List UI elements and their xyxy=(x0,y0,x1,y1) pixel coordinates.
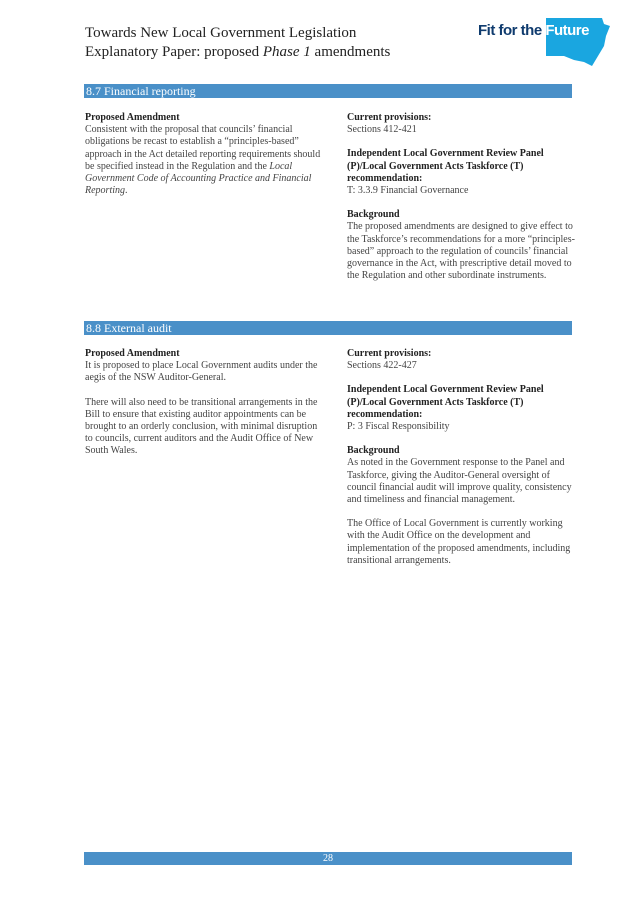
section-heading-external-audit: 8.8 External audit xyxy=(84,321,572,335)
logo-wordmark: Fit for the Future xyxy=(478,22,589,39)
proposed-amendment-paragraph: It is proposed to place Local Government audits under the aegis of the NSW Auditor-General. xyxy=(85,360,318,384)
section-8-8-provisions xyxy=(347,348,575,567)
current-provisions-heading: Current provisions: xyxy=(347,348,432,359)
section-heading-financial-reporting: 8.7 Financial reporting xyxy=(84,84,572,98)
header-line-1: Towards New Local Government Legislation xyxy=(85,25,357,41)
section-8-8-proposed-amendment xyxy=(85,348,325,458)
document-header xyxy=(85,24,390,62)
panel-recommendation-heading: Independent Local Government Review Panel (P)/Local Government Acts Taskforce (T) recommendation: xyxy=(347,148,544,184)
background-paragraph: As noted in the Government response to the Panel and Taskforce, giving the Auditor-General oversight of council financial audit will improve quality, consistency and timeliness and financial management. xyxy=(347,457,572,506)
page-number: 28 xyxy=(323,853,333,864)
background-paragraph: The Office of Local Government is currently working with the Audit Office on the development and implementation of the proposed amendments, including transitional arrangements. xyxy=(347,518,571,566)
proposed-amendment-heading: Proposed Amendment xyxy=(85,348,180,359)
panel-recommendation-value: T: 3.3.9 Financial Governance xyxy=(347,185,469,197)
fit-for-the-future-logo xyxy=(478,16,613,70)
proposed-amendment-text: Consistent with the proposal that councils’ financial obligations be recast to establish a “principles-based” approach in the Act detailed reporting requirements should be specified instead in the Regulation and the Local Government Code of Accounting Practice and Financial Reporting. xyxy=(85,124,321,197)
code-reference: Local Government Code of Accounting Practice and Financial Reporting xyxy=(85,160,312,197)
background-paragraph: The proposed amendments are designed to give effect to the Taskforce’s recommendations for a more “principles-based” approach to the regulation of councils’ financial governance in the Act, with prescriptive detail moved to the Regulation and other subordinate instruments. xyxy=(347,221,575,282)
section-8-7-proposed-amendment xyxy=(85,112,325,197)
panel-recommendation-value: P: 3 Fiscal Responsibility xyxy=(347,421,450,433)
header-line-2: Explanatory Paper: proposed Phase 1 amendments xyxy=(85,44,391,60)
panel-recommendation-heading: Independent Local Government Review Panel (P)/Local Government Acts Taskforce (T) recommendation: xyxy=(347,384,544,420)
current-provisions-value: Sections 412-421 xyxy=(347,124,417,136)
proposed-amendment-paragraph: There will also need to be transitional arrangements in the Bill to ensure that existing auditor appointments can be brought to an orderly conclusion, with minimal disruption to councils, current auditors and the Audit Office of New South Wales. xyxy=(85,396,318,457)
current-provisions-heading: Current provisions: xyxy=(347,112,432,123)
background-heading: Background xyxy=(347,209,400,221)
section-8-7-provisions xyxy=(347,112,575,282)
proposed-amendment-heading: Proposed Amendment xyxy=(85,112,180,123)
page-number-bar xyxy=(84,852,572,865)
current-provisions-value: Sections 422-427 xyxy=(347,360,417,372)
background-heading: Background xyxy=(347,445,400,457)
